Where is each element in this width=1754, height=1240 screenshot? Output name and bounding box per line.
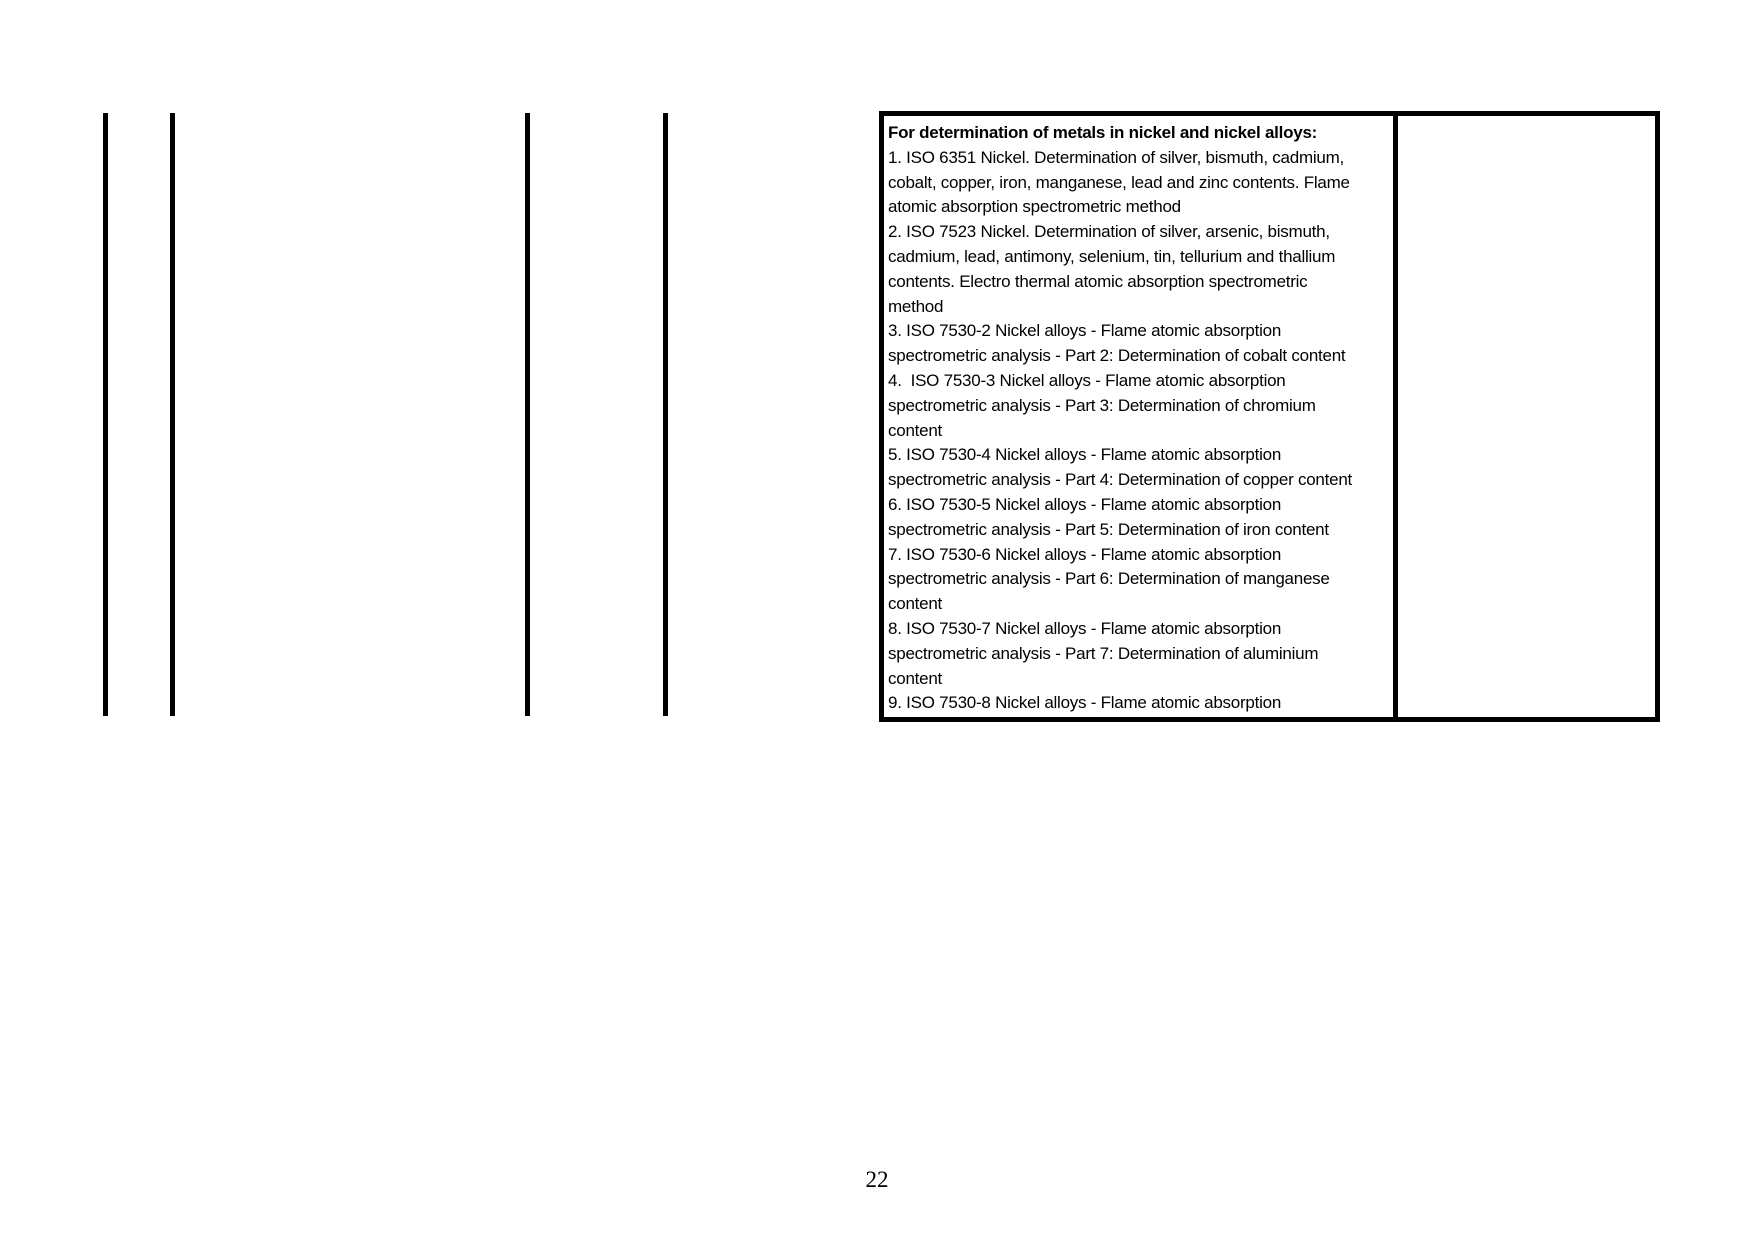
method-line: 9. ISO 7530-8 Nickel alloys - Flame atomic absorption xyxy=(888,693,1282,713)
methods-list xyxy=(888,146,1393,716)
method-line: 1. ISO 6351 Nickel. Determination of silver, bismuth, cadmium, xyxy=(888,147,1344,167)
table-column-border-3 xyxy=(525,113,530,716)
method-line: content xyxy=(888,668,943,688)
table-column-border-1 xyxy=(103,113,108,716)
method-line: content xyxy=(888,594,943,614)
method-line: 2. ISO 7523 Nickel. Determination of silver, arsenic, bismuth, xyxy=(888,222,1330,242)
method-line: content xyxy=(888,420,943,440)
method-line: spectrometric analysis - Part 4: Determination of copper content xyxy=(888,470,1352,490)
method-line: spectrometric analysis - Part 2: Determination of cobalt content xyxy=(888,346,1346,366)
method-line: spectrometric analysis - Part 7: Determination of aluminium xyxy=(888,643,1319,663)
methods-cell xyxy=(884,116,1398,717)
method-line: spectrometric analysis - Part 6: Determination of manganese xyxy=(888,569,1330,589)
method-line: contents. Electro thermal atomic absorption spectrometric xyxy=(888,271,1308,291)
method-line: method xyxy=(888,296,944,316)
method-line: cadmium, lead, antimony, selenium, tin, tellurium and thallium xyxy=(888,246,1336,266)
method-line: 8. ISO 7530-7 Nickel alloys - Flame atomic absorption xyxy=(888,618,1282,638)
method-line: spectrometric analysis - Part 3: Determination of chromium xyxy=(888,395,1316,415)
method-line: atomic absorption spectrometric method xyxy=(888,197,1181,217)
method-line: spectrometric analysis - Part 5: Determination of iron content xyxy=(888,519,1329,539)
method-line: 7. ISO 7530-6 Nickel alloys - Flame atomic absorption xyxy=(888,544,1282,564)
method-line: 5. ISO 7530-4 Nickel alloys - Flame atomic absorption xyxy=(888,445,1282,465)
methods-table xyxy=(879,111,1660,722)
empty-cell xyxy=(1398,116,1655,717)
methods-heading: For determination of metals in nickel and nickel alloys: xyxy=(888,123,1318,142)
method-line: 6. ISO 7530-5 Nickel alloys - Flame atomic absorption xyxy=(888,494,1282,514)
method-line: 3. ISO 7530-2 Nickel alloys - Flame atomic absorption xyxy=(888,321,1282,341)
page-number: 22 xyxy=(865,1167,889,1192)
table-column-border-2 xyxy=(170,113,175,716)
method-line: 4. ISO 7530-3 Nickel alloys - Flame atomic absorption xyxy=(888,370,1286,390)
table-column-border-4 xyxy=(663,113,668,716)
method-line: cobalt, copper, iron, manganese, lead and zinc contents. Flame xyxy=(888,172,1350,192)
